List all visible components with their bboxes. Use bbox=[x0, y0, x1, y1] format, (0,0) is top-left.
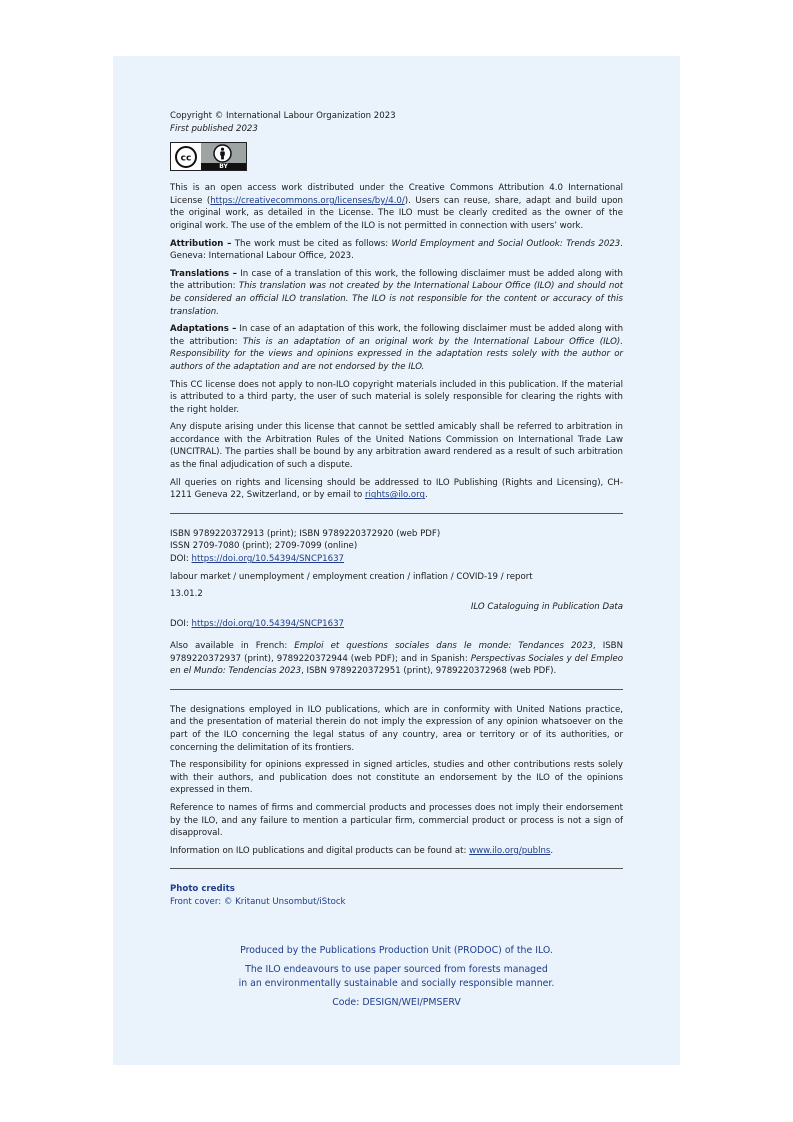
front-cover-credit: Front cover: © Kritanut Unsombut/iStock bbox=[170, 896, 346, 907]
rights-email-link[interactable]: rights@ilo.org bbox=[364, 490, 425, 501]
translations-text: In case of a translation of this work, the following disclaimer must be added along with the attribution: bbox=[170, 268, 623, 292]
dispute-paragraph: Any dispute arising under this license that cannot be settled amicably shall be referred to arbitration in accordance with the Arbitration Rules of the United Nations Commission on International Trade Law (UNCITRAL). The parties shall be bound by any arbitration award rendered as a result of such arbitration as the final adjudication of such a dispute. bbox=[170, 422, 623, 471]
cataloguing-label: ILO Cataloguing in Publication Data bbox=[470, 601, 623, 612]
information-paragraph bbox=[170, 845, 623, 858]
attribution-citation: World Employment and Social Outlook: Trends 2023 bbox=[391, 238, 621, 249]
doi-line-2 bbox=[170, 618, 623, 631]
production-footer bbox=[170, 944, 623, 1015]
french-title: Emploi et questions sociales dans le monde: Tendances 2023 bbox=[294, 641, 593, 651]
cc-by-label: BY bbox=[201, 163, 246, 170]
paper-statement-line-2: in an environmentally sustainable and socially responsible manner. bbox=[238, 978, 555, 989]
attribution-person-icon bbox=[213, 144, 232, 163]
designations-paragraph: The designations employed in ILO publications, which are in conformity with United Nations practice, and the presentation of material therein do not imply the expression of any opinion whatsoever on the part of the ILO concerning the legal status of any country, area or territory or of its authorities, or concerning the delimitation of its frontiers. bbox=[170, 704, 623, 753]
attribution-label: Attribution – bbox=[170, 238, 232, 249]
cc-notice-paragraph: This CC license does not apply to non-ILO copyright materials included in this publication. If the material is attributed to a third party, the user of such material is solely responsible for clearing the rights with the right holder. bbox=[170, 379, 623, 415]
adaptations-disclaimer: This is an adaptation of an original work by the International Labour Office (ILO). Responsibility for the views and opinions expressed in the adaptation rests solely with the author or authors of the adaptation and are not endorsed by the ILO. bbox=[170, 336, 623, 372]
doi-link-2[interactable]: https://doi.org/10.54394/SNCP1637 bbox=[191, 619, 345, 630]
adaptations-label: Adaptations – bbox=[170, 324, 237, 335]
responsibility-paragraph: The responsibility for opinions expressed in signed articles, studies and other contributions rests solely with their authors, and publication does not constitute an endorsement by the ILO of the opinions expressed in them. bbox=[170, 760, 623, 796]
queries-end: . bbox=[424, 490, 428, 501]
translations-disclaimer: This translation was not created by the International Labour Office (ILO) and should not be considered an official ILO translation. The ILO is not responsible for the content or accuracy of this translation. bbox=[170, 281, 623, 317]
ilo-publns-link[interactable]: www.ilo.org/publns bbox=[469, 845, 551, 856]
license-text: This is an open access work distributed under the Creative Commons Attribution 4.0 International License ( bbox=[170, 183, 623, 206]
license-paragraph bbox=[170, 182, 623, 232]
cc-icon bbox=[171, 143, 201, 170]
license-link[interactable]: https://creativecommons.org/licenses/by/4.0/ bbox=[210, 195, 405, 206]
keywords: labour market / unemployment / employment creation / inflation / COVID-19 / report bbox=[170, 571, 533, 582]
classification-code: 13.01.2 bbox=[170, 589, 203, 600]
spanish-title: Perspectivas Sociales y del Empleo en el Mundo: Tendencias 2023 bbox=[170, 653, 624, 677]
also-available-text-2: , ISBN 9789220372937 (print), 9789220372944 (web PDF); and in Spanish: bbox=[170, 641, 624, 664]
divider bbox=[170, 513, 623, 514]
also-available-text: Also available in French: bbox=[170, 641, 295, 651]
adaptations-paragraph bbox=[170, 323, 623, 373]
doi-label-2: DOI: bbox=[170, 619, 192, 630]
divider bbox=[170, 689, 623, 690]
photo-credits-title: Photo credits bbox=[170, 884, 235, 895]
doi-line bbox=[170, 553, 623, 566]
photo-credits bbox=[170, 883, 623, 908]
information-end: . bbox=[550, 845, 554, 856]
paper-statement bbox=[170, 963, 623, 991]
produced-by: Produced by the Publications Production Unit (PRODOC) of the ILO. bbox=[240, 945, 553, 956]
reference-paragraph: Reference to names of firms and commercial products and processes does not imply their endorsement by the ILO, and any failure to mention a particular firm, commercial product or process is not a sign of disapproval. bbox=[170, 802, 623, 839]
doi-label: DOI: bbox=[170, 554, 192, 565]
queries-text: All queries on rights and licensing should be addressed to ILO Publishing (Rights and Licensing), CH-1211 Geneva 22, Switzerland, or by email to bbox=[170, 477, 623, 501]
svg-text:cc: cc bbox=[180, 153, 192, 164]
design-code: Code: DESIGN/WEI/PMSERV bbox=[332, 997, 461, 1008]
license-text-after: ). Users can reuse, share, adapt and build upon the original work, as detailed in the License. The ILO must be clearly credited as the owner of the original work. The use of the emblem of the ILO is not permitted in connection with users’ work. bbox=[170, 195, 623, 231]
copyright-line: Copyright © International Labour Organization 2023 bbox=[170, 111, 396, 121]
divider bbox=[170, 868, 623, 869]
also-available-text-3: , ISBN 9789220372951 (print), 9789220372968 (web PDF). bbox=[301, 666, 557, 677]
copyright-page-content bbox=[170, 110, 623, 909]
queries-paragraph bbox=[170, 477, 623, 502]
adaptations-text: In case of an adaptation of this work, the following disclaimer must be added along with the attribution: bbox=[170, 324, 624, 347]
also-available-paragraph bbox=[170, 640, 623, 678]
issn-line: ISSN 2709-7080 (print); 2709-7099 (online) bbox=[170, 541, 358, 552]
translations-label: Translations – bbox=[170, 268, 237, 279]
information-text: Information on ILO publications and digital products can be found at: bbox=[170, 845, 470, 856]
translations-paragraph bbox=[170, 268, 623, 318]
isbn-line: ISBN 9789220372913 (print); ISBN 9789220372920 (web PDF) bbox=[170, 528, 441, 539]
paper-statement-line-1: The ILO endeavours to use paper sourced from forests managed bbox=[245, 964, 548, 975]
attribution-text-after: . Geneva: International Labour Office, 2023. bbox=[170, 238, 623, 262]
first-published: First published 2023 bbox=[170, 123, 258, 134]
cc-by-license-badge bbox=[170, 142, 247, 171]
doi-link[interactable]: https://doi.org/10.54394/SNCP1637 bbox=[191, 554, 345, 565]
attribution-paragraph bbox=[170, 238, 623, 263]
attribution-text: The work must be cited as follows: bbox=[231, 238, 392, 249]
